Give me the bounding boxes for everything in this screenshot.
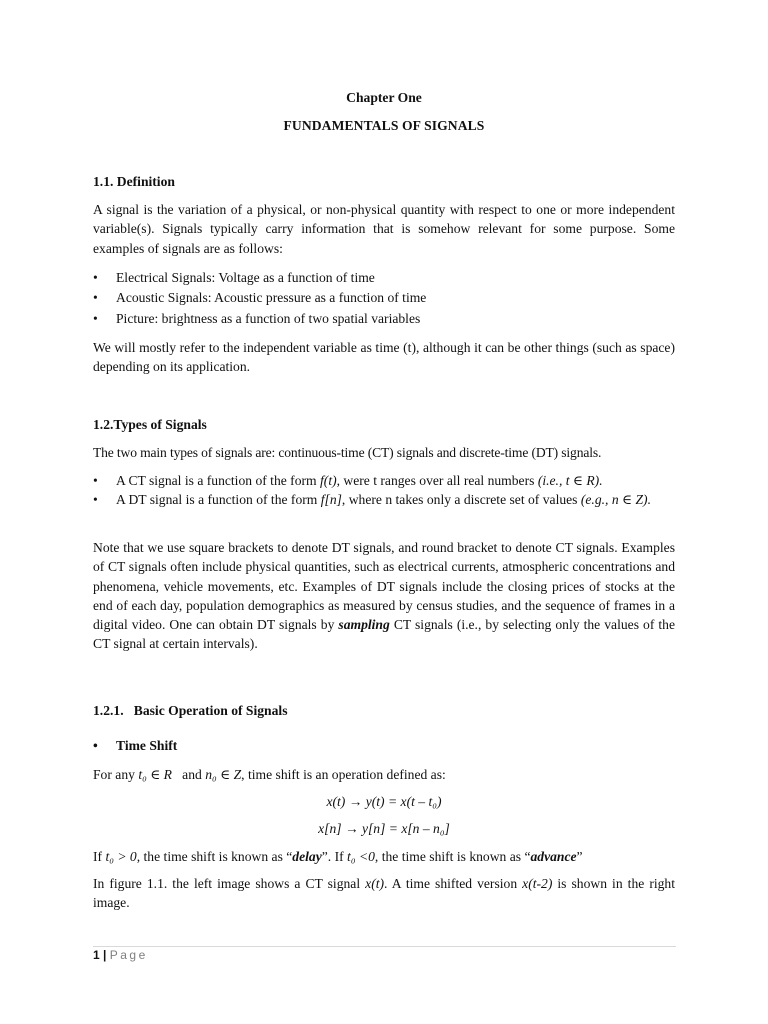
definition-paragraph: A signal is the variation of a physical, or non-physical quantity with respect to one or more independent variable(s). Signals typically carry information that is somehow relevant for some purpose. Some examples of signals are as follows:: [93, 202, 675, 256]
operations-list: [93, 736, 675, 755]
advance-term: advance: [530, 849, 577, 864]
time-shift-definition: For any t₀ ∈ R and n₀ ∈ Z, time shift is an operation defined as:: [93, 767, 446, 782]
delay-advance-paragraph: If t₀ > 0, the time shift is known as “delay”. If t₀ <0, the time shift is known as “advance”: [93, 849, 583, 864]
figure-reference-paragraph: In figure 1.1. the left image shows a CT signal x(t). A time shifted version x(t-2) is shown in the right image.: [93, 876, 675, 911]
list-item: • Acoustic Signals: Acoustic pressure as a function of time: [93, 288, 675, 307]
independent-variable-paragraph: We will mostly refer to the independent variable as time (t), although it can be other things (such as space) depending on its application.: [93, 340, 675, 375]
section-heading-1-1: 1.1. Definition: [93, 174, 175, 189]
sampling-term: sampling: [338, 617, 390, 633]
list-item: • Electrical Signals: Voltage as a function of time: [93, 268, 675, 287]
equation-ct-shift: x(t) → y(t) = x(t – t₀): [326, 794, 442, 809]
dt-function: f[n]: [320, 492, 342, 508]
ct-domain: (i.e., t ∈ R).: [537, 473, 603, 488]
page-number: 1: [93, 948, 100, 962]
section-heading-1-2: 1.2.Types of Signals: [93, 417, 207, 432]
list-item: • Picture: brightness as a function of two spatial variables: [93, 309, 675, 328]
dt-domain: (e.g., n ∈ Z).: [580, 492, 651, 508]
list-item-ct: • A CT signal is a function of the form f(t), were t ranges over all real numbers (i.e., t ∈ R).: [93, 471, 675, 490]
signal-examples-list: [93, 268, 675, 328]
footer-separator: |: [99, 948, 110, 962]
types-intro: The two main types of signals are: continuous-time (CT) signals and discrete-time (DT) signals.: [93, 445, 602, 460]
footer-divider: [93, 946, 676, 947]
section-heading-1-2-1: 1.2.1. Basic Operation of Signals: [93, 703, 288, 718]
equation-dt-shift: x[n] → y[n] = x[n – n₀]: [318, 821, 450, 836]
ct-function: f(t): [320, 473, 337, 488]
chapter-title: FUNDAMENTALS OF SIGNALS: [283, 118, 485, 133]
page-label: Page: [109, 948, 148, 962]
page-footer: [93, 948, 148, 962]
ct-dt-note-paragraph: Note that we use square brackets to denote DT signals, and round bracket to denote CT signals. Examples of CT signals often include physical quantities, such as electrical currents, atmospheric concentrations and phenomena, vehicle movements, etc. Examples of DT signals include the closing prices of stocks at the end of each day, population demographics as measured by census studies, and the sequence of frames in a digital video. One can obtain DT signals by sampling CT signals (i.e., by selecting only the values of the CT signal at certain intervals).: [93, 540, 676, 652]
signal-types-list: [93, 471, 675, 510]
list-item-dt: • A DT signal is a function of the form f[n], where n takes only a discrete set of values (e.g., n ∈ Z).: [93, 490, 675, 509]
delay-term: delay: [292, 849, 322, 864]
list-item-time-shift: • Time Shift: [93, 736, 675, 755]
chapter-label: Chapter One: [346, 90, 422, 105]
